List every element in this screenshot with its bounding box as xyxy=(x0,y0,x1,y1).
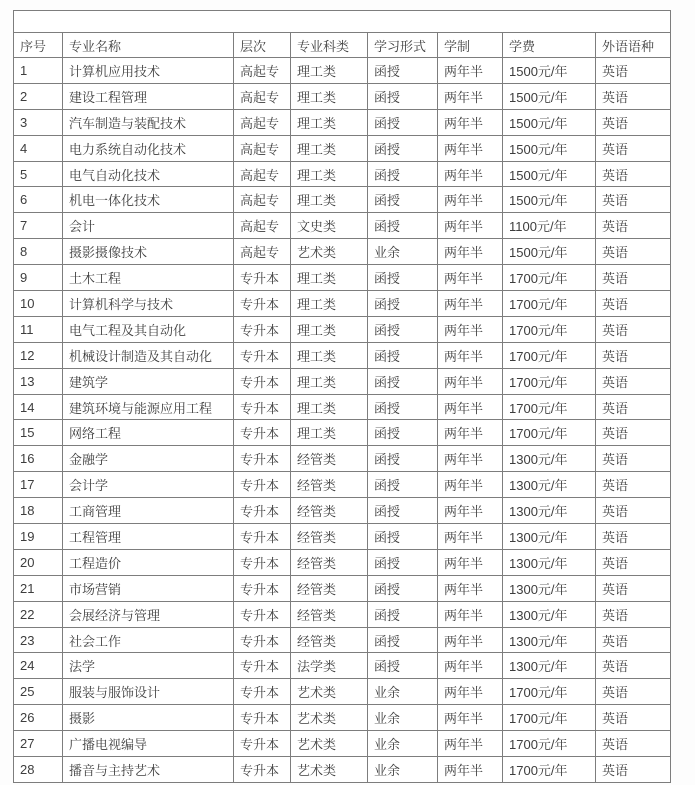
table-cell: 1500元/年 xyxy=(503,83,596,109)
table-cell: 专升本 xyxy=(234,524,291,550)
table-cell: 1700元/年 xyxy=(503,368,596,394)
table-cell: 英语 xyxy=(596,498,671,524)
table-cell: 会计 xyxy=(63,213,234,239)
table-cell: 艺术类 xyxy=(291,757,368,783)
table-cell: 法学类 xyxy=(291,653,368,679)
table-cell: 高起专 xyxy=(234,239,291,265)
table-cell: 1700元/年 xyxy=(503,731,596,757)
table-cell: 专升本 xyxy=(234,394,291,420)
table-cell: 经管类 xyxy=(291,498,368,524)
table-cell: 电气自动化技术 xyxy=(63,161,234,187)
table-cell: 1500元/年 xyxy=(503,109,596,135)
table-cell: 1700元/年 xyxy=(503,757,596,783)
col-header-tuition: 学费 xyxy=(503,33,596,58)
table-cell: 22 xyxy=(14,601,63,627)
table-cell: 工商管理 xyxy=(63,498,234,524)
table-cell: 汽车制造与装配技术 xyxy=(63,109,234,135)
table-cell: 计算机应用技术 xyxy=(63,58,234,84)
table-cell: 10 xyxy=(14,291,63,317)
table-cell: 两年半 xyxy=(438,601,503,627)
table-cell: 社会工作 xyxy=(63,627,234,653)
table-cell: 两年半 xyxy=(438,498,503,524)
table-cell: 2 xyxy=(14,83,63,109)
table-cell: 1500元/年 xyxy=(503,135,596,161)
table-cell: 两年半 xyxy=(438,731,503,757)
table-cell: 网络工程 xyxy=(63,420,234,446)
table-cell: 两年半 xyxy=(438,161,503,187)
table-row xyxy=(14,524,671,550)
table-cell: 两年半 xyxy=(438,83,503,109)
table-cell: 英语 xyxy=(596,316,671,342)
table-cell: 1300元/年 xyxy=(503,498,596,524)
table-cell: 函授 xyxy=(368,83,438,109)
table-cell: 专升本 xyxy=(234,291,291,317)
table-cell: 英语 xyxy=(596,679,671,705)
table-cell: 会计学 xyxy=(63,472,234,498)
table-cell: 1500元/年 xyxy=(503,239,596,265)
table-cell: 函授 xyxy=(368,627,438,653)
table-cell: 英语 xyxy=(596,472,671,498)
table-cell: 1700元/年 xyxy=(503,291,596,317)
table-cell: 艺术类 xyxy=(291,731,368,757)
table-cell: 英语 xyxy=(596,161,671,187)
table-row xyxy=(14,679,671,705)
table-cell: 25 xyxy=(14,679,63,705)
table-cell: 理工类 xyxy=(291,342,368,368)
table-cell: 函授 xyxy=(368,601,438,627)
table-cell: 函授 xyxy=(368,575,438,601)
table-cell: 英语 xyxy=(596,705,671,731)
table-cell: 函授 xyxy=(368,394,438,420)
table-cell: 21 xyxy=(14,575,63,601)
table-cell: 土木工程 xyxy=(63,265,234,291)
table-cell: 法学 xyxy=(63,653,234,679)
table-cell: 专升本 xyxy=(234,601,291,627)
table-cell: 专升本 xyxy=(234,705,291,731)
table-cell: 23 xyxy=(14,627,63,653)
table-cell: 函授 xyxy=(368,58,438,84)
table-row xyxy=(14,213,671,239)
table-cell: 业余 xyxy=(368,705,438,731)
table-cell: 1500元/年 xyxy=(503,58,596,84)
table-cell: 专升本 xyxy=(234,265,291,291)
table-cell: 函授 xyxy=(368,291,438,317)
table-cell: 计算机科学与技术 xyxy=(63,291,234,317)
table-cell: 16 xyxy=(14,446,63,472)
table-row xyxy=(14,394,671,420)
table-cell: 英语 xyxy=(596,420,671,446)
table-cell: 文史类 xyxy=(291,213,368,239)
table-row xyxy=(14,291,671,317)
table-cell: 专升本 xyxy=(234,627,291,653)
table-cell: 9 xyxy=(14,265,63,291)
table-row xyxy=(14,83,671,109)
table-cell: 英语 xyxy=(596,601,671,627)
table-cell: 函授 xyxy=(368,446,438,472)
table-cell: 14 xyxy=(14,394,63,420)
table-cell: 理工类 xyxy=(291,135,368,161)
table-cell: 电气工程及其自动化 xyxy=(63,316,234,342)
table-cell: 艺术类 xyxy=(291,705,368,731)
table-row xyxy=(14,446,671,472)
table-cell: 函授 xyxy=(368,524,438,550)
table-cell: 两年半 xyxy=(438,368,503,394)
table-top-empty-row xyxy=(14,11,671,33)
table-cell: 高起专 xyxy=(234,187,291,213)
table-cell: 27 xyxy=(14,731,63,757)
table-cell: 英语 xyxy=(596,58,671,84)
table-cell: 1300元/年 xyxy=(503,472,596,498)
table-cell: 英语 xyxy=(596,731,671,757)
table-cell: 函授 xyxy=(368,368,438,394)
table-cell: 两年半 xyxy=(438,187,503,213)
table-cell: 6 xyxy=(14,187,63,213)
table-row xyxy=(14,265,671,291)
table-cell: 英语 xyxy=(596,757,671,783)
table-cell: 专升本 xyxy=(234,316,291,342)
table-cell: 两年半 xyxy=(438,524,503,550)
table-cell: 12 xyxy=(14,342,63,368)
table-cell: 17 xyxy=(14,472,63,498)
table-cell: 函授 xyxy=(368,342,438,368)
col-header-major-name: 专业名称 xyxy=(63,33,234,58)
table-cell: 两年半 xyxy=(438,446,503,472)
table-cell: 专升本 xyxy=(234,498,291,524)
table-cell: 两年半 xyxy=(438,316,503,342)
table-row xyxy=(14,368,671,394)
table-cell: 函授 xyxy=(368,420,438,446)
col-header-study-form: 学习形式 xyxy=(368,33,438,58)
table-cell: 经管类 xyxy=(291,575,368,601)
table-cell: 经管类 xyxy=(291,446,368,472)
table-cell: 1300元/年 xyxy=(503,601,596,627)
col-header-level: 层次 xyxy=(234,33,291,58)
table-cell: 两年半 xyxy=(438,58,503,84)
table-cell: 专升本 xyxy=(234,575,291,601)
table-cell: 英语 xyxy=(596,446,671,472)
table-cell: 理工类 xyxy=(291,109,368,135)
table-cell: 1700元/年 xyxy=(503,679,596,705)
table-cell: 高起专 xyxy=(234,58,291,84)
table-cell: 建筑环境与能源应用工程 xyxy=(63,394,234,420)
table-cell: 工程管理 xyxy=(63,524,234,550)
table-row xyxy=(14,498,671,524)
table-cell: 两年半 xyxy=(438,757,503,783)
table-cell: 11 xyxy=(14,316,63,342)
table-cell: 函授 xyxy=(368,135,438,161)
table-cell: 理工类 xyxy=(291,394,368,420)
table-cell: 英语 xyxy=(596,627,671,653)
table-cell: 英语 xyxy=(596,83,671,109)
table-cell: 20 xyxy=(14,549,63,575)
table-cell: 3 xyxy=(14,109,63,135)
table-cell: 摄影摄像技术 xyxy=(63,239,234,265)
table-cell: 专升本 xyxy=(234,549,291,575)
table-row xyxy=(14,731,671,757)
table-cell: 两年半 xyxy=(438,420,503,446)
table-cell: 函授 xyxy=(368,316,438,342)
table-cell: 高起专 xyxy=(234,213,291,239)
table-cell: 电力系统自动化技术 xyxy=(63,135,234,161)
table-row xyxy=(14,575,671,601)
table-row xyxy=(14,316,671,342)
table-cell: 专升本 xyxy=(234,368,291,394)
table-cell: 机械设计制造及其自动化 xyxy=(63,342,234,368)
table-cell: 专升本 xyxy=(234,342,291,368)
table-cell: 1500元/年 xyxy=(503,161,596,187)
table-cell: 摄影 xyxy=(63,705,234,731)
table-row xyxy=(14,161,671,187)
table-cell: 两年半 xyxy=(438,291,503,317)
table-cell: 两年半 xyxy=(438,575,503,601)
table-cell: 理工类 xyxy=(291,187,368,213)
table-cell: 1100元/年 xyxy=(503,213,596,239)
table-row xyxy=(14,601,671,627)
table-cell: 工程造价 xyxy=(63,549,234,575)
table-row xyxy=(14,627,671,653)
table-cell: 英语 xyxy=(596,135,671,161)
table-cell: 两年半 xyxy=(438,265,503,291)
table-cell: 1300元/年 xyxy=(503,549,596,575)
table-cell: 专升本 xyxy=(234,757,291,783)
table-cell: 专升本 xyxy=(234,472,291,498)
table-cell: 函授 xyxy=(368,549,438,575)
table-cell: 艺术类 xyxy=(291,679,368,705)
table-cell: 机电一体化技术 xyxy=(63,187,234,213)
table-cell: 函授 xyxy=(368,265,438,291)
table-cell: 英语 xyxy=(596,368,671,394)
table-cell: 两年半 xyxy=(438,679,503,705)
table-cell: 28 xyxy=(14,757,63,783)
table-cell: 两年半 xyxy=(438,342,503,368)
table-row xyxy=(14,187,671,213)
table-cell: 两年半 xyxy=(438,394,503,420)
table-cell: 理工类 xyxy=(291,291,368,317)
empty-caption-cell xyxy=(14,11,671,33)
table-row xyxy=(14,109,671,135)
table-cell: 1700元/年 xyxy=(503,394,596,420)
table-cell: 7 xyxy=(14,213,63,239)
table-cell: 艺术类 xyxy=(291,239,368,265)
table-cell: 1300元/年 xyxy=(503,524,596,550)
table-row xyxy=(14,705,671,731)
table-cell: 建设工程管理 xyxy=(63,83,234,109)
table-cell: 26 xyxy=(14,705,63,731)
table-cell: 英语 xyxy=(596,394,671,420)
table-cell: 专升本 xyxy=(234,653,291,679)
table-cell: 理工类 xyxy=(291,368,368,394)
table-cell: 经管类 xyxy=(291,524,368,550)
table-cell: 高起专 xyxy=(234,161,291,187)
table-cell: 专升本 xyxy=(234,446,291,472)
table-cell: 函授 xyxy=(368,187,438,213)
table-cell: 专升本 xyxy=(234,679,291,705)
table-body xyxy=(14,58,671,783)
table-cell: 英语 xyxy=(596,109,671,135)
table-cell: 函授 xyxy=(368,498,438,524)
table-cell: 1700元/年 xyxy=(503,705,596,731)
table-cell: 函授 xyxy=(368,161,438,187)
table-row xyxy=(14,135,671,161)
table-row xyxy=(14,472,671,498)
table-cell: 19 xyxy=(14,524,63,550)
table-cell: 广播电视编导 xyxy=(63,731,234,757)
table-cell: 5 xyxy=(14,161,63,187)
table-cell: 理工类 xyxy=(291,316,368,342)
table-cell: 理工类 xyxy=(291,265,368,291)
table-cell: 播音与主持艺术 xyxy=(63,757,234,783)
table-cell: 1700元/年 xyxy=(503,342,596,368)
table-cell: 两年半 xyxy=(438,135,503,161)
table-cell: 经管类 xyxy=(291,601,368,627)
table-cell: 专升本 xyxy=(234,731,291,757)
table-cell: 两年半 xyxy=(438,472,503,498)
table-row xyxy=(14,549,671,575)
table-cell: 两年半 xyxy=(438,109,503,135)
col-header-duration: 学制 xyxy=(438,33,503,58)
table-cell: 函授 xyxy=(368,109,438,135)
table-cell: 1500元/年 xyxy=(503,187,596,213)
table-row xyxy=(14,342,671,368)
table-cell: 24 xyxy=(14,653,63,679)
table-cell: 英语 xyxy=(596,549,671,575)
table-cell: 英语 xyxy=(596,575,671,601)
col-header-serial-number: 序号 xyxy=(14,33,63,58)
table-cell: 1300元/年 xyxy=(503,653,596,679)
table-cell: 英语 xyxy=(596,187,671,213)
table-cell: 8 xyxy=(14,239,63,265)
table-cell: 15 xyxy=(14,420,63,446)
table-cell: 函授 xyxy=(368,213,438,239)
table-cell: 服装与服饰设计 xyxy=(63,679,234,705)
table-cell: 专升本 xyxy=(234,420,291,446)
table-cell: 会展经济与管理 xyxy=(63,601,234,627)
table-row xyxy=(14,420,671,446)
table-cell: 理工类 xyxy=(291,83,368,109)
col-header-foreign-language: 外语语种 xyxy=(596,33,671,58)
table-cell: 高起专 xyxy=(234,135,291,161)
table-cell: 业余 xyxy=(368,679,438,705)
table-cell: 英语 xyxy=(596,213,671,239)
table-cell: 经管类 xyxy=(291,472,368,498)
table-row xyxy=(14,653,671,679)
table-cell: 理工类 xyxy=(291,420,368,446)
table-cell: 市场营销 xyxy=(63,575,234,601)
table-cell: 1 xyxy=(14,58,63,84)
col-header-category: 专业科类 xyxy=(291,33,368,58)
table-cell: 4 xyxy=(14,135,63,161)
table-cell: 两年半 xyxy=(438,627,503,653)
table-cell: 1700元/年 xyxy=(503,420,596,446)
table-cell: 英语 xyxy=(596,653,671,679)
table-cell: 1700元/年 xyxy=(503,265,596,291)
table-cell: 英语 xyxy=(596,291,671,317)
table-cell: 英语 xyxy=(596,239,671,265)
table-cell: 经管类 xyxy=(291,549,368,575)
table-cell: 建筑学 xyxy=(63,368,234,394)
table-cell: 英语 xyxy=(596,265,671,291)
table-cell: 高起专 xyxy=(234,83,291,109)
table-cell: 经管类 xyxy=(291,627,368,653)
table-cell: 函授 xyxy=(368,472,438,498)
table-cell: 两年半 xyxy=(438,213,503,239)
table-row xyxy=(14,239,671,265)
table-row xyxy=(14,58,671,84)
table-cell: 英语 xyxy=(596,524,671,550)
table-cell: 1300元/年 xyxy=(503,575,596,601)
table-cell: 业余 xyxy=(368,731,438,757)
table-cell: 13 xyxy=(14,368,63,394)
table-cell: 理工类 xyxy=(291,161,368,187)
table-cell: 两年半 xyxy=(438,239,503,265)
table-row xyxy=(14,757,671,783)
table-cell: 两年半 xyxy=(438,653,503,679)
table-cell: 理工类 xyxy=(291,58,368,84)
table-cell: 高起专 xyxy=(234,109,291,135)
table-cell: 两年半 xyxy=(438,705,503,731)
table-cell: 金融学 xyxy=(63,446,234,472)
enrollment-majors-table xyxy=(13,10,671,783)
table-cell: 两年半 xyxy=(438,549,503,575)
table-cell: 业余 xyxy=(368,239,438,265)
table-cell: 业余 xyxy=(368,757,438,783)
table-cell: 1300元/年 xyxy=(503,627,596,653)
table-cell: 1700元/年 xyxy=(503,316,596,342)
table-cell: 18 xyxy=(14,498,63,524)
table-cell: 英语 xyxy=(596,342,671,368)
table-cell: 函授 xyxy=(368,653,438,679)
table-header-row xyxy=(14,33,671,58)
table-cell: 1300元/年 xyxy=(503,446,596,472)
